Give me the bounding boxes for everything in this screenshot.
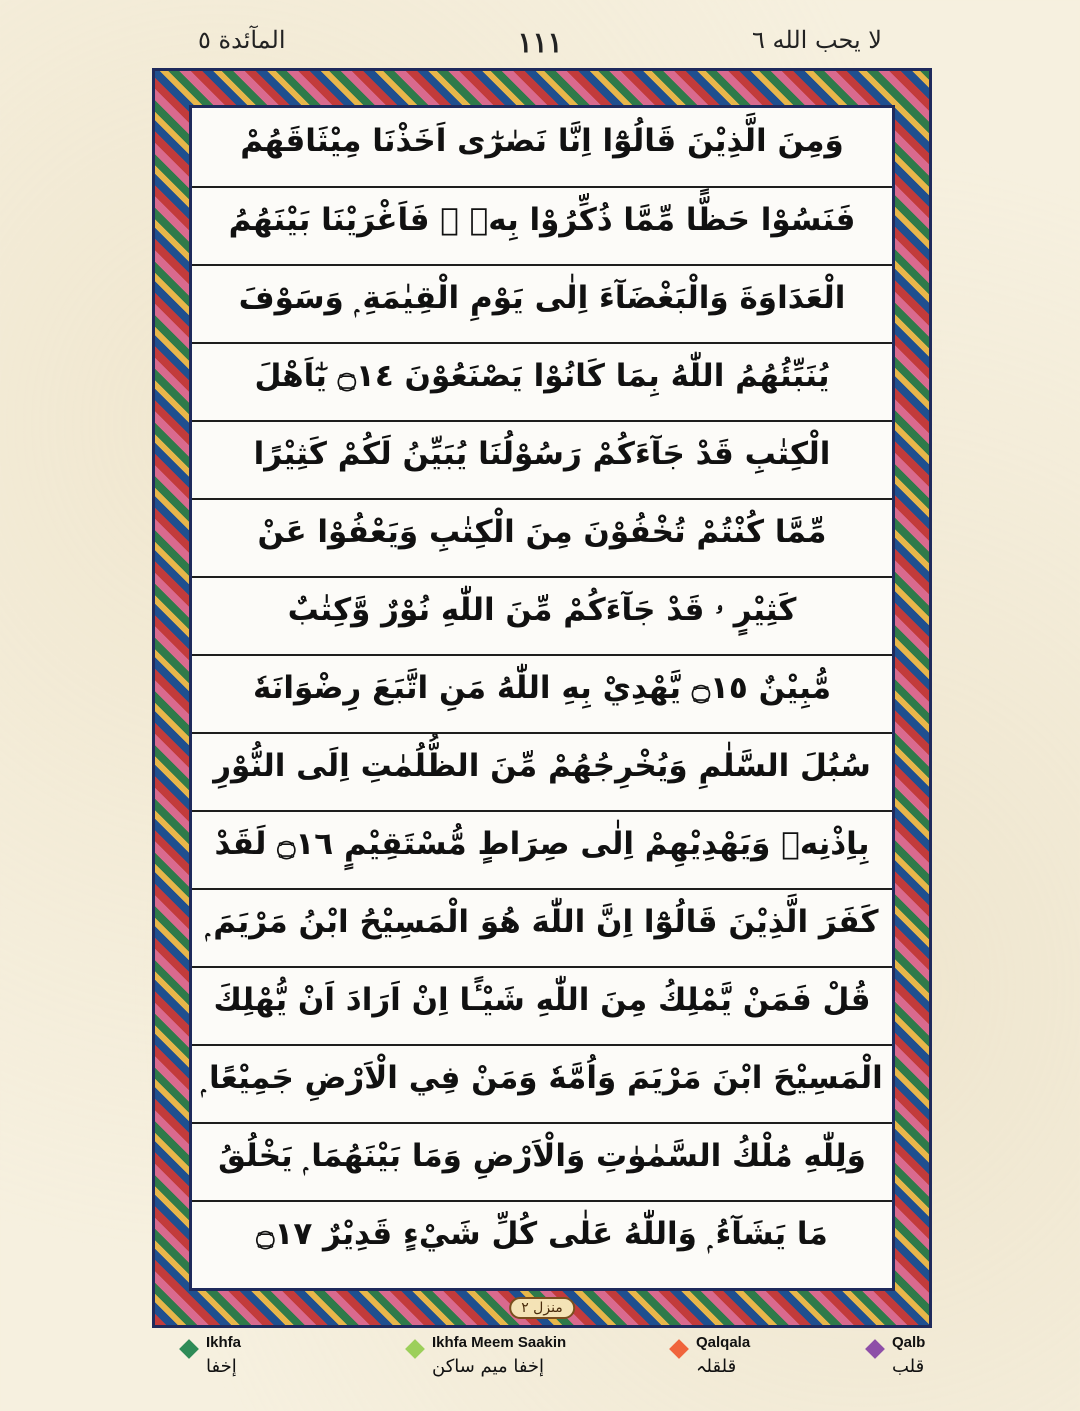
legend-label-en: Ikhfa	[206, 1334, 242, 1351]
verse-line: الْمَسِيْحَ ابْنَ مَرْيَمَ وَاُمَّهٗ وَمَنْ فِي الْاَرْضِ جَمِيْعًا ۭ	[192, 1044, 892, 1110]
verse-line: سُبُلَ السَّلٰمِ وَيُخْرِجُهُمْ مِّنَ الظُّلُمٰتِ اِلَى النُّوْرِ	[192, 732, 892, 798]
diamond-icon	[669, 1339, 689, 1359]
page-header	[0, 0, 1080, 66]
verse-line: مُّبِيْنٌ ۝١٥ يَّهْدِيْ بِهِ اللّٰهُ مَنِ اتَّبَعَ رِضْوَانَهٗ	[192, 654, 892, 720]
text-panel	[189, 105, 895, 1291]
legend-label-en: Qalqala	[696, 1334, 751, 1351]
verse-line: يُنَبِّئُهُمُ اللّٰهُ بِمَا كَانُوْا يَصْنَعُوْنَ ۝١٤ يٰٓاَهْلَ	[192, 342, 892, 408]
legend-label-ar: إخفا	[206, 1356, 237, 1377]
diamond-icon	[179, 1339, 199, 1359]
ornamental-border	[152, 68, 932, 1328]
verse-line: الْعَدَاوَةَ وَالْبَغْضَآءَ اِلٰى يَوْمِ الْقِيٰمَةِ ۭ وَسَوْفَ	[192, 264, 892, 330]
manzil-badge: منزل ٢	[509, 1297, 575, 1319]
verse-line: بِاِذْنِهٖ وَيَهْدِيْهِمْ اِلٰى صِرَاطٍ مُّسْتَقِيْمٍ ۝١٦ لَقَدْ	[192, 810, 892, 876]
legend-label-ar: إخفا ميم ساكن	[432, 1356, 545, 1377]
verse-line: كَفَرَ الَّذِيْنَ قَالُوْٓا اِنَّ اللّٰهَ هُوَ الْمَسِيْحُ ابْنُ مَرْيَمَ ۭ	[192, 888, 892, 954]
juz-name: لا يحب الله ٦	[752, 26, 882, 54]
diamond-icon	[405, 1339, 425, 1359]
legend-label-ar: قلب	[892, 1356, 925, 1377]
verse-line: كَثِيْرٍ ۥ قَدْ جَآءَكُمْ مِّنَ اللّٰهِ نُوْرٌ وَّكِتٰبٌ	[192, 576, 892, 642]
verse-line: مَا يَشَآءُ ۭ وَاللّٰهُ عَلٰى كُلِّ شَيْءٍ قَدِيْرٌ ۝١٧	[192, 1200, 892, 1266]
verse-line: فَنَسُوْا حَظًّا مِّمَّا ذُكِّرُوْا بِهٖ ۚ فَاَغْرَيْنَا بَيْنَهُمُ	[192, 186, 892, 252]
verse-line: وَلِلّٰهِ مُلْكُ السَّمٰوٰتِ وَالْاَرْضِ وَمَا بَيْنَهُمَا ۭ يَخْلُقُ	[192, 1122, 892, 1188]
verse-line: مِّمَّا كُنْتُمْ تُخْفُوْنَ مِنَ الْكِتٰبِ وَيَعْفُوْا عَنْ	[192, 498, 892, 564]
verse-line: الْكِتٰبِ قَدْ جَآءَكُمْ رَسُوْلُنَا يُبَيِّنُ لَكُمْ كَثِيْرًا	[192, 420, 892, 486]
legend-label-en: Qalb	[892, 1334, 926, 1351]
verse-line: قُلْ فَمَنْ يَّمْلِكُ مِنَ اللّٰهِ شَيْـًٔا اِنْ اَرَادَ اَنْ يُّهْلِكَ	[192, 966, 892, 1032]
legend-label-ar: قلقلہ	[696, 1356, 737, 1377]
verse-line: وَمِنَ الَّذِيْنَ قَالُوْٓا اِنَّا نَصٰرٰٓى اَخَذْنَا مِيْثَاقَهُمْ	[240, 123, 844, 159]
legend-label-en: Ikhfa Meem Saakin	[432, 1334, 567, 1351]
surah-name: المآئدة ٥	[198, 26, 286, 54]
tajweed-legend	[0, 1334, 1080, 1411]
diamond-icon	[865, 1339, 885, 1359]
page-number: ١١١	[517, 26, 563, 59]
